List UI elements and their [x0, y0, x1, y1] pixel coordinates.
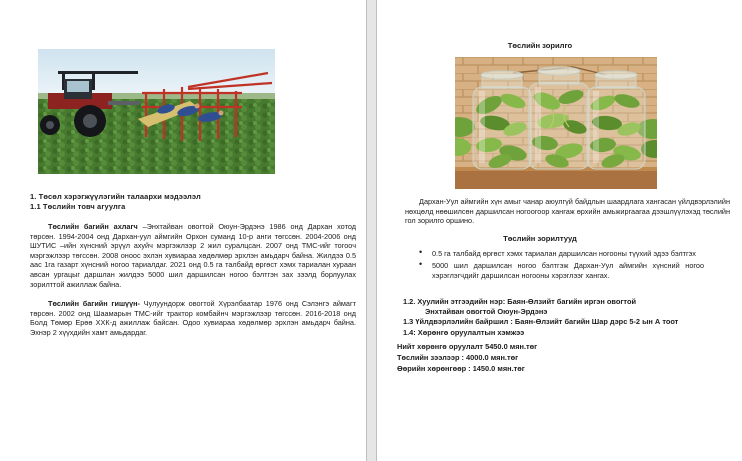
section-heading-1-1: 1.1 Төслийн товч агуулга	[30, 202, 126, 211]
own-funds: Өөрийн хөрөнгөөр : 1450.0 мян.төг	[397, 364, 525, 373]
project-loan: Төслийн зээлээр : 4000.0 мян.төг	[397, 353, 519, 362]
production-location: 1.3 Үйлдвэрлэлийн байршил : Баян-Өлзийт багийн Шар дэрс 5-2 ын А тоот	[403, 317, 679, 327]
objectives-title: Төслийн зорилтууд	[503, 234, 577, 243]
objective-item: • 0.5 га талбайд өргөст хэмх тариалан даршилсан ногооны түүхий эдээ бэлтгэх	[432, 249, 704, 259]
tractor-field-photo[interactable]	[38, 49, 275, 174]
total-investment: Нийт хөрөнгө оруулалт 5450.0 мян.төг	[397, 342, 538, 351]
objectives-list	[432, 249, 704, 283]
legal-entity-name: 1.2. Хуулийн этгээдийн нэр: Баян-Өлзийт багийн иргэн овогтой	[403, 297, 637, 306]
project-goal-title: Төслийн зорилго	[507, 41, 573, 50]
pickle-jars-photo[interactable]	[455, 57, 657, 189]
page-1[interactable]	[0, 0, 366, 461]
goal-paragraph: Дархан-Уул аймгийн хүн амыг чанар аюулгүй байдлын шаардлага хангасан үйлдвэрлэлийн нөхцөлд нөөшилсөн даршилсан ногоогоор хангаж өрхийн амьжиргаагаа дээшлүүлэхэд төслийн гол зорилго оршино.	[405, 197, 730, 226]
team-leader-paragraph	[30, 222, 356, 289]
objective-item: • 5000 шил даршилсан ногоо бэлтгэж Дархан-Уул аймгийн хүнсний ногоо хэрэглэгчдийг даршилсан ногооны хэрэглээг хангах.	[432, 261, 704, 280]
section-heading-1: 1. Төсөл хэрэгжүүлэгийн талаархи мэдээлэл	[30, 192, 201, 201]
legal-entity-person: Энхтайван овогтой Оюун-Эрдэнэ	[425, 307, 548, 317]
legal-info-block	[403, 297, 735, 338]
team-member-label: Төслийн багийн гишүүн-	[48, 299, 144, 308]
section-headings	[30, 192, 356, 212]
team-leader-label: Төслийн багийн ахлагч	[48, 222, 143, 231]
page-2[interactable]	[377, 0, 742, 461]
jar-3	[587, 71, 645, 170]
funding-block	[397, 341, 707, 374]
team-member-paragraph	[30, 299, 356, 337]
page-gap	[366, 0, 377, 461]
investment-heading: 1.4: Хөрөнгө оруулалтын хэмжээ	[403, 327, 525, 337]
team-leader-text: –Энхтайван овогтой Оюун-Эрдэнэ 1986 онд Дархан хотод төрсөн. 1994-2004 онд Дархан-уул аймгийн Орхон суманд 10-р анги төгссөн. 2004-2006 онд ШУТИС –ийн хүнсний эрүүл ахуйч мэргэжлээр 2 жил суралцсан. 2007 онд ТМС-ийг тогооч мэргэжлээр төгссөн. 2008 оноос эхлэн хувиараа хөдөлмөр эрхлэн амьдарч байна. Жилдээ 0.5 аас 1га газарт хүнсний ногоо тариалдаг. 2021 онд 0.5 га талбайд өргөст хэмх тариалан хураан авсан ургацыг даршлан жилдээ 5000 шил даршилсан ногоо бэлтгэн зах зээлд борлуулах зорилттой ажиллаж байна.	[30, 222, 356, 289]
team-member-text: Чулуундорж овогтой Хүрэлбаатар 1976 онд Сэлэнгэ аймагт төрсөн. 2002 онд Шаамарын ТМС-ийг трактор комбайнч мэргэжлээр төгссөн. 2016-2018 онд Болд Төмөр Ерөө ХХК-д ажиллаж байсан. Одоо хувиараа хөдөлмөр эрхлэн амьдарч байна. Эхнэр 2 хүүхдийн хамт амьдардаг.	[30, 299, 356, 337]
jar-1	[473, 71, 531, 171]
